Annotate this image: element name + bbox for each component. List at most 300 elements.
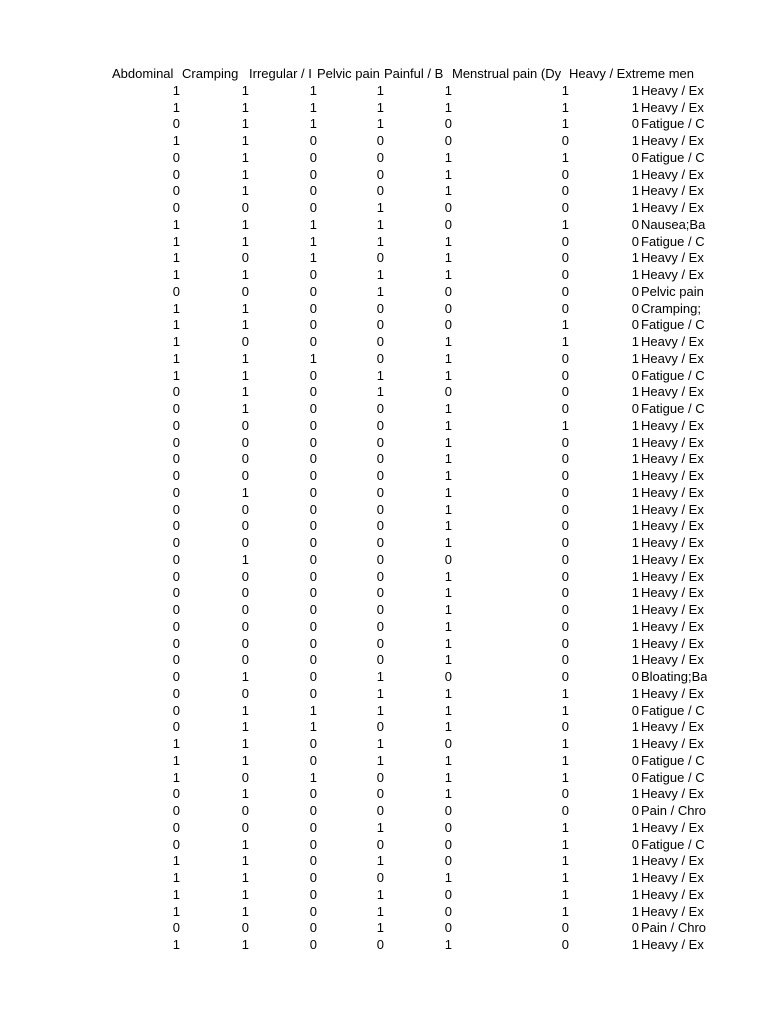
table-cell[interactable]: 1 [376, 384, 384, 400]
table-cell[interactable]: 0 [172, 116, 180, 132]
table-cell[interactable]: Heavy / Ex [641, 870, 704, 885]
table-cell[interactable]: 0 [376, 166, 384, 182]
table-cell[interactable]: 0 [309, 334, 317, 349]
table-cell[interactable]: 1 [241, 752, 249, 768]
table-cell[interactable]: 0 [444, 216, 452, 232]
table-cell[interactable]: 1 [631, 719, 639, 735]
table-cell[interactable]: 0 [172, 819, 180, 835]
table-cell[interactable]: 1 [241, 669, 249, 684]
table-cell[interactable]: 0 [444, 551, 452, 567]
table-cell[interactable]: 1 [376, 82, 384, 98]
table-cell[interactable]: 0 [309, 417, 317, 433]
table-cell[interactable]: 0 [631, 233, 639, 249]
table-cell[interactable]: 1 [376, 685, 384, 701]
table-cell[interactable]: 0 [561, 602, 569, 617]
table-cell[interactable]: 1 [631, 819, 639, 835]
table-cell[interactable]: 0 [561, 200, 569, 215]
table-cell[interactable]: 0 [309, 283, 317, 299]
table-cell[interactable]: 0 [561, 250, 569, 266]
table-cell[interactable]: 1 [376, 886, 384, 902]
table-cell[interactable]: 0 [241, 819, 249, 835]
table-cell[interactable]: 1 [631, 183, 639, 199]
table-cell[interactable]: 0 [309, 317, 317, 333]
table-cell[interactable]: Fatigue / C [641, 116, 705, 132]
table-cell[interactable]: 1 [172, 133, 180, 148]
table-cell[interactable]: 0 [241, 803, 249, 818]
table-cell[interactable]: 1 [376, 920, 384, 936]
table-cell[interactable]: 1 [376, 367, 384, 383]
table-cell[interactable]: 1 [309, 769, 317, 785]
table-cell[interactable]: 0 [172, 484, 180, 500]
table-cell[interactable]: 0 [241, 652, 249, 668]
table-cell[interactable]: 0 [241, 685, 249, 701]
table-cell[interactable]: 0 [376, 468, 384, 483]
table-cell[interactable]: 0 [309, 166, 317, 182]
table-cell[interactable]: 0 [561, 920, 569, 936]
table-cell[interactable]: Heavy / Ex [641, 551, 704, 567]
table-cell[interactable]: 1 [241, 401, 249, 416]
table-cell[interactable]: 0 [561, 803, 569, 818]
table-cell[interactable]: 0 [172, 417, 180, 433]
table-cell[interactable]: 0 [172, 602, 180, 617]
table-cell[interactable]: 0 [561, 401, 569, 416]
table-cell[interactable]: 1 [376, 702, 384, 718]
table-cell[interactable]: 0 [172, 518, 180, 534]
table-cell[interactable]: 0 [561, 434, 569, 450]
table-cell[interactable]: 1 [561, 769, 569, 785]
table-cell[interactable]: Fatigue / C [641, 752, 705, 768]
table-cell[interactable]: 0 [309, 434, 317, 450]
table-cell[interactable]: Heavy / Ex [641, 200, 704, 215]
table-cell[interactable]: 1 [241, 166, 249, 182]
table-cell[interactable]: 0 [444, 803, 452, 818]
table-cell[interactable]: 0 [376, 769, 384, 785]
table-cell[interactable]: 1 [444, 267, 452, 282]
table-cell[interactable]: 0 [172, 149, 180, 165]
table-cell[interactable]: 0 [309, 685, 317, 701]
table-cell[interactable]: 0 [241, 417, 249, 433]
table-cell[interactable]: 0 [444, 819, 452, 835]
table-cell[interactable]: 0 [376, 719, 384, 735]
table-cell[interactable]: Heavy / Ex [641, 937, 704, 952]
table-cell[interactable]: 1 [444, 183, 452, 199]
table-cell[interactable]: 0 [631, 367, 639, 383]
table-cell[interactable]: 0 [241, 769, 249, 785]
table-cell[interactable]: Fatigue / C [641, 702, 705, 718]
table-cell[interactable]: 1 [631, 417, 639, 433]
table-cell[interactable]: 1 [444, 518, 452, 534]
table-cell[interactable]: 0 [309, 300, 317, 316]
table-cell[interactable]: 1 [444, 401, 452, 416]
table-cell[interactable]: 1 [561, 702, 569, 718]
table-cell[interactable]: 1 [376, 116, 384, 132]
table-cell[interactable]: 0 [309, 585, 317, 601]
table-cell[interactable]: 1 [631, 166, 639, 182]
table-cell[interactable]: 1 [444, 233, 452, 249]
table-cell[interactable]: 1 [444, 468, 452, 483]
table-cell[interactable]: 0 [309, 853, 317, 869]
table-cell[interactable]: 0 [309, 669, 317, 684]
header-menstrual-pain[interactable]: Menstrual pain (Dy [452, 66, 562, 81]
table-cell[interactable]: 1 [172, 317, 180, 333]
table-cell[interactable]: 1 [241, 937, 249, 952]
table-cell[interactable]: 1 [444, 635, 452, 651]
table-cell[interactable]: 1 [444, 484, 452, 500]
table-cell[interactable]: 1 [241, 99, 249, 115]
table-cell[interactable]: 1 [309, 233, 317, 249]
table-cell[interactable]: 0 [561, 568, 569, 584]
table-cell[interactable]: 1 [376, 736, 384, 751]
table-cell[interactable]: 0 [241, 535, 249, 550]
table-cell[interactable]: 1 [631, 685, 639, 701]
table-cell[interactable]: Heavy / Ex [641, 183, 704, 199]
table-cell[interactable]: 0 [561, 652, 569, 668]
table-cell[interactable]: 1 [172, 903, 180, 919]
table-cell[interactable]: 0 [376, 434, 384, 450]
table-cell[interactable]: 0 [444, 300, 452, 316]
table-cell[interactable]: 0 [561, 518, 569, 534]
table-cell[interactable]: 0 [309, 937, 317, 952]
table-cell[interactable]: 1 [172, 99, 180, 115]
table-cell[interactable]: 1 [561, 752, 569, 768]
table-cell[interactable]: 1 [241, 384, 249, 400]
table-cell[interactable]: 0 [631, 116, 639, 132]
table-cell[interactable]: 0 [376, 937, 384, 952]
table-cell[interactable]: 1 [376, 216, 384, 232]
table-cell[interactable]: 0 [309, 836, 317, 852]
table-cell[interactable]: 0 [172, 635, 180, 651]
table-cell[interactable]: 0 [444, 384, 452, 400]
table-cell[interactable]: 0 [561, 267, 569, 282]
table-cell[interactable]: 1 [376, 233, 384, 249]
table-cell[interactable]: Heavy / Ex [641, 719, 704, 735]
table-cell[interactable]: 1 [241, 183, 249, 199]
table-cell[interactable]: 1 [631, 484, 639, 500]
table-cell[interactable]: Pain / Chro [641, 920, 707, 936]
table-cell[interactable]: 0 [172, 501, 180, 517]
header-pelvic-pain[interactable]: Pelvic pain [317, 66, 380, 81]
table-cell[interactable]: 0 [172, 384, 180, 400]
table-cell[interactable]: 0 [309, 484, 317, 500]
table-cell[interactable]: Heavy / Ex [641, 417, 704, 433]
table-cell[interactable]: 1 [172, 233, 180, 249]
table-cell[interactable]: Heavy / Ex [641, 652, 704, 668]
table-cell[interactable]: 0 [561, 283, 569, 299]
table-cell[interactable]: 1 [631, 350, 639, 366]
table-cell[interactable]: 0 [172, 551, 180, 567]
table-cell[interactable]: Fatigue / C [641, 149, 705, 165]
table-cell[interactable]: 0 [241, 468, 249, 483]
table-cell[interactable]: 0 [444, 283, 452, 299]
table-cell[interactable]: 1 [172, 736, 180, 751]
table-cell[interactable]: 1 [241, 317, 249, 333]
table-cell[interactable]: 1 [444, 618, 452, 634]
table-cell[interactable]: 1 [241, 216, 249, 232]
table-cell[interactable]: 1 [631, 602, 639, 617]
table-cell[interactable]: 0 [561, 484, 569, 500]
table-cell[interactable]: 1 [561, 819, 569, 835]
table-cell[interactable]: 1 [241, 836, 249, 852]
table-cell[interactable]: 1 [631, 535, 639, 550]
table-cell[interactable]: 1 [631, 334, 639, 349]
table-cell[interactable]: 0 [172, 803, 180, 818]
table-cell[interactable]: 1 [172, 334, 180, 349]
table-cell[interactable]: 0 [241, 434, 249, 450]
table-cell[interactable]: 0 [561, 133, 569, 148]
table-cell[interactable]: 0 [241, 334, 249, 349]
table-cell[interactable]: 0 [631, 401, 639, 416]
table-cell[interactable]: 0 [376, 300, 384, 316]
table-cell[interactable]: 1 [241, 350, 249, 366]
table-cell[interactable]: 1 [444, 702, 452, 718]
table-cell[interactable]: 0 [561, 183, 569, 199]
table-cell[interactable]: 0 [376, 149, 384, 165]
table-cell[interactable]: 0 [561, 384, 569, 400]
table-cell[interactable]: Heavy / Ex [641, 501, 704, 517]
table-cell[interactable]: 0 [172, 920, 180, 936]
table-cell[interactable]: 1 [631, 551, 639, 567]
table-cell[interactable]: 1 [309, 116, 317, 132]
table-cell[interactable]: 1 [631, 384, 639, 400]
table-cell[interactable]: 0 [309, 267, 317, 282]
table-cell[interactable]: 0 [561, 350, 569, 366]
table-cell[interactable]: 0 [309, 752, 317, 768]
table-cell[interactable]: 1 [309, 719, 317, 735]
table-cell[interactable]: Heavy / Ex [641, 99, 704, 115]
table-cell[interactable]: Fatigue / C [641, 233, 705, 249]
table-cell[interactable]: 0 [631, 216, 639, 232]
table-cell[interactable]: 1 [241, 133, 249, 148]
table-cell[interactable]: 1 [631, 870, 639, 885]
table-cell[interactable]: 1 [172, 300, 180, 316]
table-cell[interactable]: 1 [241, 267, 249, 282]
table-cell[interactable]: 0 [309, 551, 317, 567]
table-cell[interactable]: 0 [309, 568, 317, 584]
table-cell[interactable]: 1 [241, 82, 249, 98]
table-cell[interactable]: 1 [241, 870, 249, 885]
table-cell[interactable]: 1 [241, 116, 249, 132]
table-cell[interactable]: 1 [561, 886, 569, 902]
table-cell[interactable]: 1 [631, 468, 639, 483]
table-cell[interactable]: 1 [631, 635, 639, 651]
table-cell[interactable]: 1 [172, 752, 180, 768]
table-cell[interactable]: 0 [172, 786, 180, 802]
header-painful[interactable]: Painful / B [384, 66, 444, 81]
table-cell[interactable]: 0 [309, 518, 317, 534]
table-cell[interactable]: 0 [309, 618, 317, 634]
table-cell[interactable]: 1 [376, 752, 384, 768]
table-cell[interactable]: 1 [444, 769, 452, 785]
table-cell[interactable]: 1 [241, 149, 249, 165]
table-cell[interactable]: 0 [444, 669, 452, 684]
table-cell[interactable]: 1 [631, 501, 639, 517]
table-cell[interactable]: 1 [241, 903, 249, 919]
table-cell[interactable]: 0 [241, 568, 249, 584]
table-cell[interactable]: 0 [631, 669, 639, 684]
table-cell[interactable]: 1 [444, 602, 452, 617]
table-cell[interactable]: 0 [376, 535, 384, 550]
table-cell[interactable]: 1 [172, 367, 180, 383]
table-cell[interactable]: Fatigue / C [641, 836, 705, 852]
table-cell[interactable]: 0 [172, 669, 180, 684]
table-cell[interactable]: 1 [444, 937, 452, 952]
table-cell[interactable]: 0 [376, 183, 384, 199]
table-cell[interactable]: 1 [444, 434, 452, 450]
table-cell[interactable]: 0 [241, 920, 249, 936]
table-cell[interactable]: 0 [631, 149, 639, 165]
table-cell[interactable]: 0 [172, 702, 180, 718]
table-cell[interactable]: 0 [376, 602, 384, 617]
table-cell[interactable]: 0 [309, 535, 317, 550]
table-cell[interactable]: 0 [376, 350, 384, 366]
table-cell[interactable]: 1 [444, 535, 452, 550]
table-cell[interactable]: Nausea;Ba [641, 216, 706, 232]
table-cell[interactable]: 1 [241, 300, 249, 316]
table-cell[interactable]: 0 [561, 585, 569, 601]
table-cell[interactable]: 0 [561, 535, 569, 550]
table-cell[interactable]: 1 [631, 736, 639, 751]
table-cell[interactable]: 1 [444, 451, 452, 467]
table-cell[interactable]: 0 [376, 836, 384, 852]
table-cell[interactable]: Heavy / Ex [641, 250, 704, 266]
table-cell[interactable]: 0 [444, 920, 452, 936]
table-cell[interactable]: 0 [376, 568, 384, 584]
table-cell[interactable]: 1 [241, 719, 249, 735]
table-cell[interactable]: 1 [444, 334, 452, 349]
table-cell[interactable]: 1 [241, 233, 249, 249]
table-cell[interactable]: 1 [172, 250, 180, 266]
table-cell[interactable]: 0 [444, 200, 452, 215]
table-cell[interactable]: 1 [444, 685, 452, 701]
table-cell[interactable]: 0 [444, 317, 452, 333]
table-cell[interactable]: Heavy / Ex [641, 886, 704, 902]
table-cell[interactable]: Heavy / Ex [641, 635, 704, 651]
table-cell[interactable]: 0 [309, 870, 317, 885]
table-cell[interactable]: 1 [561, 853, 569, 869]
table-cell[interactable]: 1 [631, 82, 639, 98]
table-cell[interactable]: 1 [309, 82, 317, 98]
table-cell[interactable]: 0 [376, 518, 384, 534]
table-cell[interactable]: Pelvic pain [641, 283, 704, 299]
table-cell[interactable]: 0 [631, 836, 639, 852]
table-cell[interactable]: 0 [631, 317, 639, 333]
table-cell[interactable]: 0 [561, 468, 569, 483]
table-cell[interactable]: 0 [309, 920, 317, 936]
table-cell[interactable]: 1 [376, 819, 384, 835]
table-cell[interactable]: 1 [444, 149, 452, 165]
table-cell[interactable]: Heavy / Ex [641, 267, 704, 282]
table-cell[interactable]: 1 [309, 702, 317, 718]
table-cell[interactable]: Fatigue / C [641, 401, 705, 416]
table-cell[interactable]: 0 [309, 819, 317, 835]
table-cell[interactable]: 1 [444, 786, 452, 802]
table-cell[interactable]: 0 [309, 736, 317, 751]
table-cell[interactable]: 1 [444, 367, 452, 383]
table-cell[interactable]: 0 [376, 250, 384, 266]
table-cell[interactable]: 0 [561, 618, 569, 634]
table-cell[interactable]: 1 [444, 752, 452, 768]
table-cell[interactable]: 1 [631, 618, 639, 634]
table-cell[interactable]: Heavy / Ex [641, 518, 704, 534]
table-cell[interactable]: 0 [561, 786, 569, 802]
table-cell[interactable]: 0 [376, 635, 384, 651]
table-cell[interactable]: Heavy / Ex [641, 535, 704, 550]
table-cell[interactable]: 0 [172, 719, 180, 735]
table-cell[interactable]: 0 [561, 719, 569, 735]
table-cell[interactable]: 0 [561, 551, 569, 567]
table-cell[interactable]: 0 [241, 200, 249, 215]
table-cell[interactable]: Heavy / Ex [641, 585, 704, 601]
table-cell[interactable]: 0 [309, 367, 317, 383]
table-cell[interactable]: 0 [561, 669, 569, 684]
table-cell[interactable]: 0 [561, 451, 569, 467]
table-cell[interactable]: 0 [309, 803, 317, 818]
table-cell[interactable]: 1 [444, 99, 452, 115]
table-cell[interactable]: 0 [309, 451, 317, 467]
table-cell[interactable]: 0 [172, 166, 180, 182]
table-cell[interactable]: Fatigue / C [641, 317, 705, 333]
table-cell[interactable]: 0 [309, 602, 317, 617]
table-cell[interactable]: 0 [631, 769, 639, 785]
table-cell[interactable]: 1 [561, 334, 569, 349]
table-cell[interactable]: 0 [376, 133, 384, 148]
table-cell[interactable]: 1 [631, 434, 639, 450]
table-cell[interactable]: 0 [172, 401, 180, 416]
table-cell[interactable]: 1 [631, 267, 639, 282]
table-cell[interactable]: 1 [561, 736, 569, 751]
table-cell[interactable]: 0 [241, 283, 249, 299]
table-cell[interactable]: Heavy / Ex [641, 451, 704, 467]
table-cell[interactable]: 0 [376, 786, 384, 802]
table-cell[interactable]: 0 [309, 468, 317, 483]
table-cell[interactable]: Heavy / Ex [641, 685, 704, 701]
table-cell[interactable]: 0 [309, 652, 317, 668]
table-cell[interactable]: 1 [444, 166, 452, 182]
table-cell[interactable]: 1 [631, 568, 639, 584]
table-cell[interactable]: 1 [309, 216, 317, 232]
table-cell[interactable]: 0 [172, 434, 180, 450]
table-cell[interactable]: 1 [631, 853, 639, 869]
table-cell[interactable]: 1 [561, 116, 569, 132]
table-cell[interactable]: 1 [172, 937, 180, 952]
table-cell[interactable]: 1 [631, 133, 639, 148]
table-cell[interactable]: 0 [376, 334, 384, 349]
table-cell[interactable]: 0 [241, 250, 249, 266]
table-cell[interactable]: 1 [309, 250, 317, 266]
table-cell[interactable]: Heavy / Ex [641, 618, 704, 634]
table-cell[interactable]: 0 [309, 401, 317, 416]
table-cell[interactable]: 1 [241, 736, 249, 751]
table-cell[interactable]: 1 [172, 82, 180, 98]
table-cell[interactable]: Heavy / Ex [641, 350, 704, 366]
table-cell[interactable]: 0 [309, 133, 317, 148]
table-cell[interactable]: 0 [241, 585, 249, 601]
table-cell[interactable]: 0 [561, 635, 569, 651]
table-cell[interactable]: 1 [561, 836, 569, 852]
table-cell[interactable]: 1 [631, 652, 639, 668]
table-cell[interactable]: 0 [172, 652, 180, 668]
table-cell[interactable]: 1 [631, 200, 639, 215]
table-cell[interactable]: 0 [376, 417, 384, 433]
table-cell[interactable]: 0 [376, 585, 384, 601]
table-cell[interactable]: 0 [309, 903, 317, 919]
table-cell[interactable]: 0 [631, 283, 639, 299]
table-cell[interactable]: 0 [172, 585, 180, 601]
table-cell[interactable]: 0 [376, 451, 384, 467]
table-cell[interactable]: 1 [376, 200, 384, 215]
table-cell[interactable]: Cramping; [641, 300, 701, 316]
table-cell[interactable]: 0 [172, 451, 180, 467]
